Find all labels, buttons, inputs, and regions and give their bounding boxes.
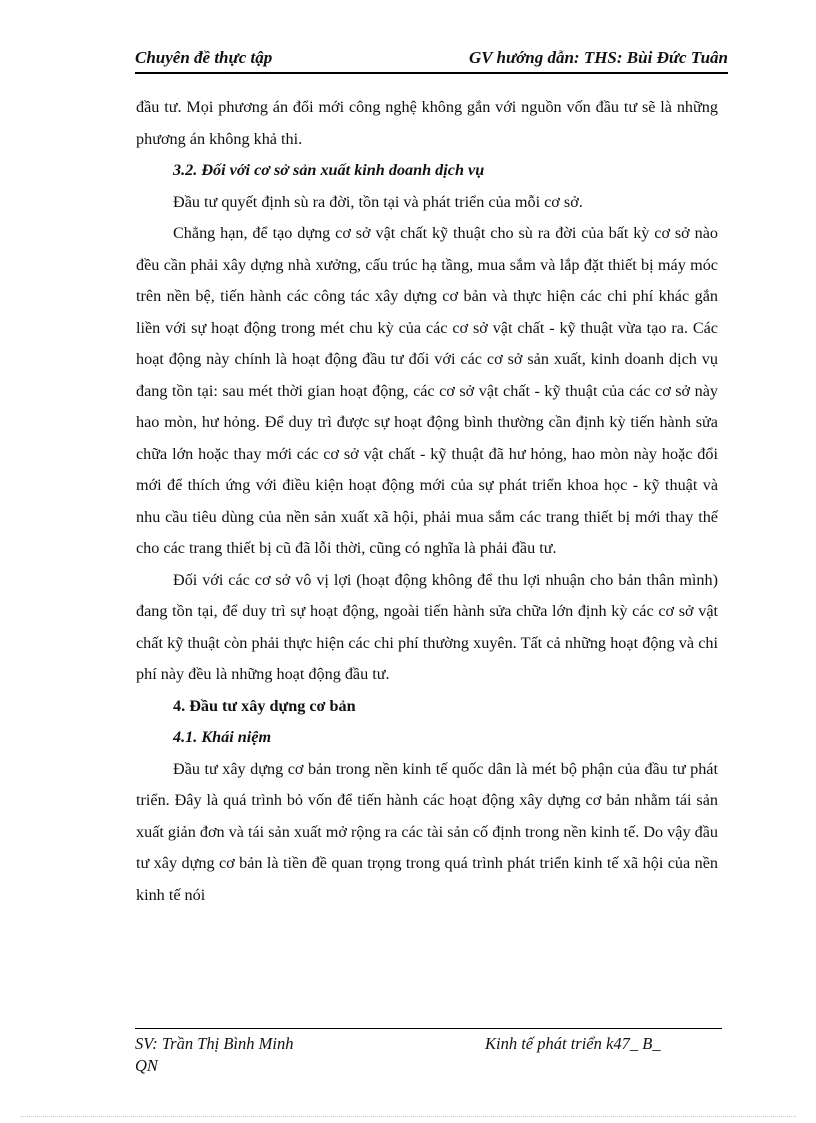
paragraph-continuation: đầu tư. Mọi phương án đổi mới công nghệ không gắn với nguồn vốn đầu tư sẽ là những phương án không khả thi. bbox=[136, 98, 718, 148]
paragraph: Đầu tư quyết định sù ra đời, tồn tại và phát triển của mỗi cơ sở. bbox=[173, 192, 583, 211]
paragraph: Đối với các cơ sở vô vị lợi (hoạt động không để thu lợi nhuận cho bản thân mình) đang tồn tại, để duy trì sự hoạt động, ngoài tiến hành sửa chữa lớn định kỳ các cơ sở vật chất kỹ thuật còn phải thực hiện các chi phí thường xuyên. Tất cả những hoạt động và chi phí này đều là những hoạt động đầu tư. bbox=[136, 570, 718, 683]
footer-class: Kinh tế phát triển k47_ B_ bbox=[485, 1034, 661, 1053]
page-footer bbox=[135, 1028, 722, 1075]
footer-student-name: SV: Trần Thị Bình Minh bbox=[135, 1034, 294, 1053]
paragraph: Đầu tư xây dựng cơ bản trong nền kinh tế quốc dân là mét bộ phận của đầu tư phát triển. Đây là quá trình bỏ vốn để tiến hành các hoạt động xây dựng cơ bản nhằm tái sản xuất giản đơn và tái sản xuất mở rộng ra các tài sản cố định trong nền kinh tế. Do vậy đầu tư xây dựng cơ bản là tiền đề quan trọng trong quá trình phát triển kinh tế xã hội của nền kinh tế nói bbox=[136, 759, 718, 904]
heading-4-1: 4.1. Khái niệm bbox=[173, 728, 272, 746]
page-header bbox=[135, 48, 728, 74]
heading-4: 4. Đầu tư xây dựng cơ bản bbox=[173, 696, 356, 715]
paragraph: Chẳng hạn, để tạo dựng cơ sở vật chất kỹ thuật cho sù ra đời của bất kỳ cơ sở nào đều cần phải xây dựng nhà xưởng, cấu trúc hạ tầng, mua sắm và lắp đặt thiết bị máy móc trên nền bệ, tiến hành các công tác xây dựng cơ bản và thực hiện các chi phí khác gắn liền với sự hoạt động trong mét chu kỳ của các cơ sở vật chất - kỹ thuật vừa tạo ra. Các hoạt động này chính là hoạt động đầu tư đối với các cơ sở sản xuất, kinh doanh dịch vụ đang tồn tại: sau mét thời gian hoạt động, các cơ sở vật chất - kỹ thuật của các cơ sở này hao mòn, hư hỏng. Để duy trì được sự hoạt động bình thường cần định kỳ tiến hành sửa chữa lớn hoặc thay mới các cơ sở vật chất - kỹ thuật đã hư hỏng, hao mòn này hoặc đổi mới để thích ứng với điều kiện hoạt động mới của sự phát triển khoa học - kỹ thuật và nhu cầu tiêu dùng của nền sản xuất xã hội, phải mua sắm các trang thiết bị mới thay thế cho các trang thiết bị cũ đã lỗi thời, cũng có nghĩa là phải đầu tư. bbox=[136, 224, 718, 557]
heading-3-2: 3.2. Đối với cơ sở sản xuất kinh doanh dịch vụ bbox=[173, 161, 485, 179]
header-left-title: Chuyên đề thực tập bbox=[135, 48, 273, 67]
page-bottom-divider bbox=[20, 1116, 796, 1117]
document-body bbox=[136, 92, 718, 911]
header-right-title: GV hướng dẫn: THS: Bùi Đức Tuân bbox=[468, 48, 728, 67]
footer-class-continued: QN bbox=[135, 1056, 158, 1075]
